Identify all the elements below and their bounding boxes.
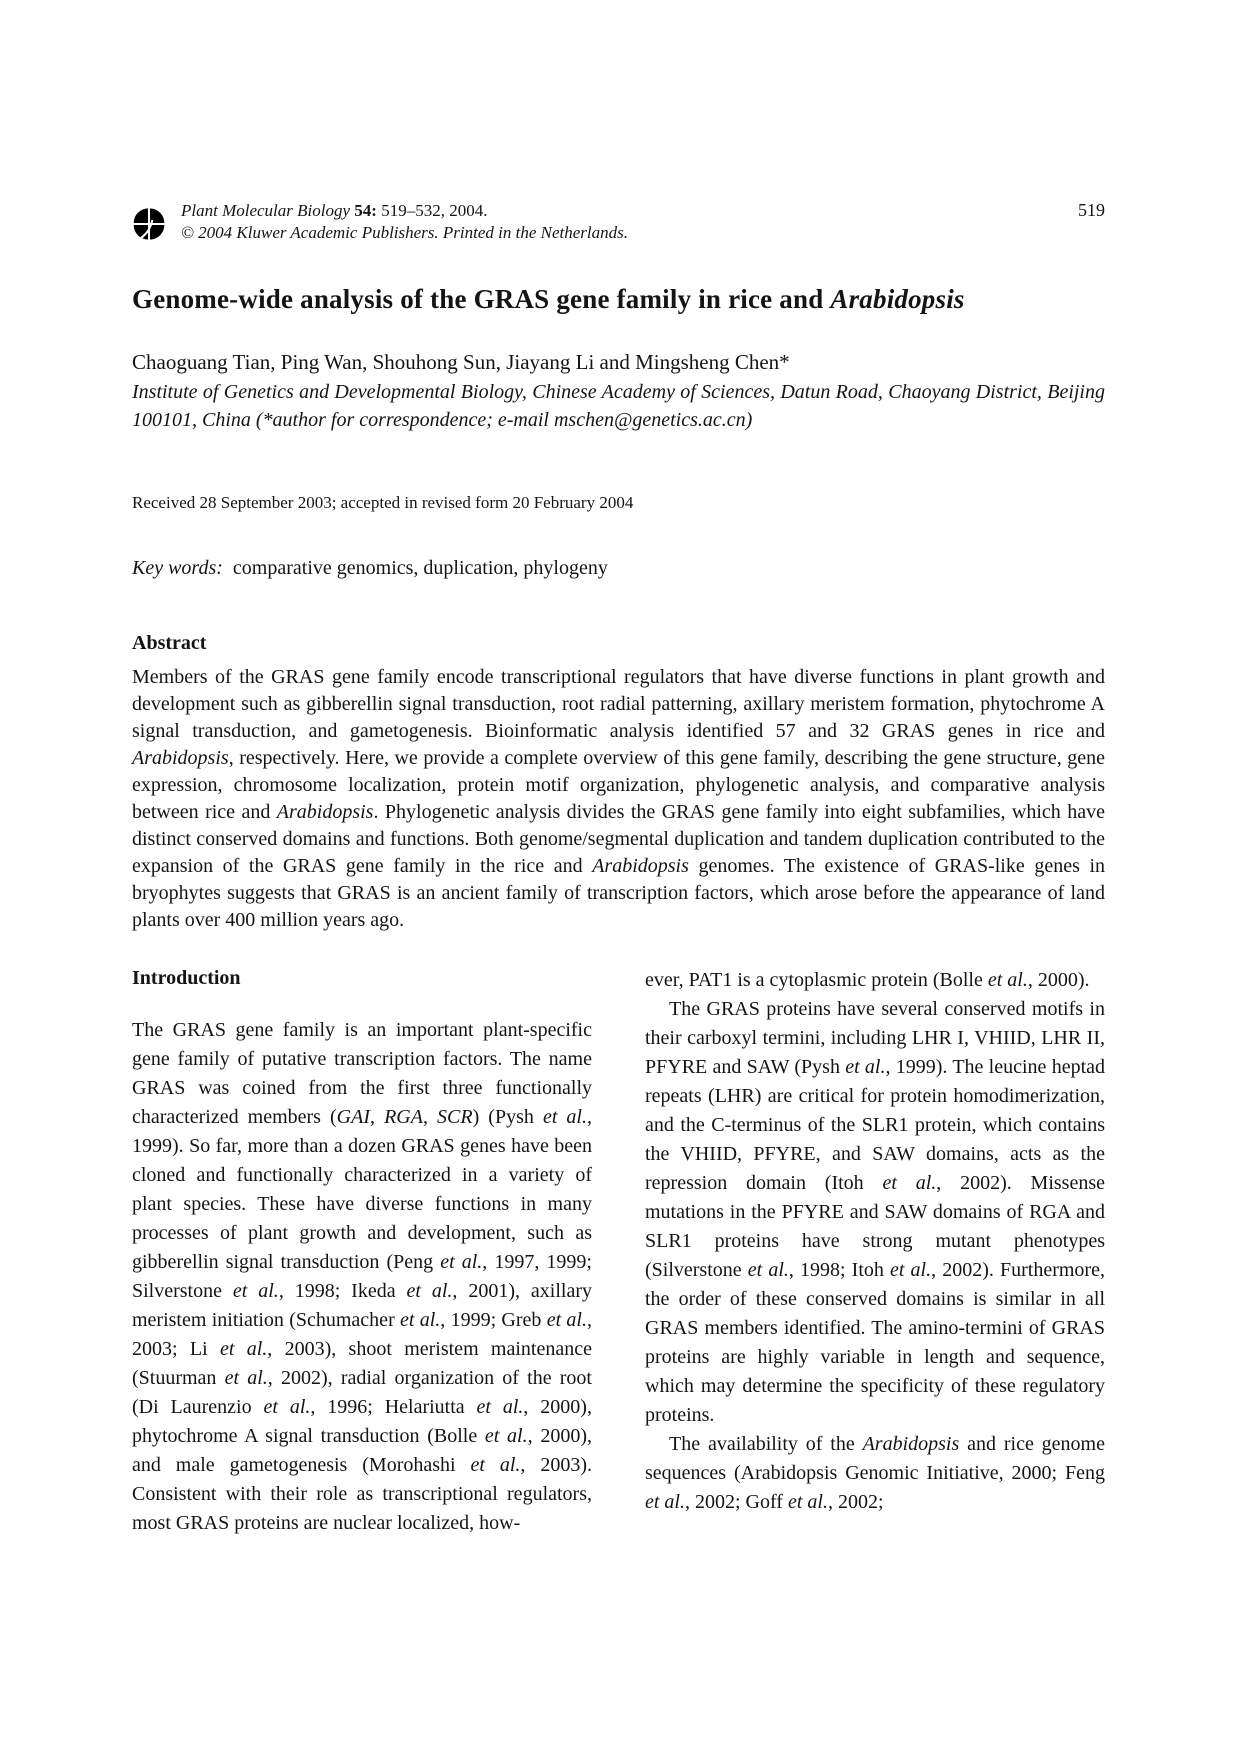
abstract-heading: Abstract <box>132 632 207 654</box>
abstract-body: Members of the GRAS gene family encode transcriptional regulators that have diverse functions in plant growth and development such as gibberellin signal transduction, root radial patterning, axillary meristem formation, phytochrome A signal transduction, and gametogenesis. Bioinformatic analysis identified 57 and 32 GRAS genes in rice and Arabidopsis, respectively. Here, we provide a complete overview of this gene family, describing the gene structure, gene expression, chromosome localization, protein motif organization, phylogenetic analysis, and comparative analysis between rice and Arabidopsis. Phylogenetic analysis divides the GRAS gene family into eight subfamilies, which have distinct conserved domains and functions. Both genome/segmental duplication and tandem duplication contributed to the expansion of the GRAS gene family in the rice and Arabidopsis genomes. The existence of GRAS-like genes in bryophytes suggests that GRAS is an ancient family of transcription factors, which arose before the appearance of land plants over 400 million years ago. <box>132 666 1106 931</box>
publisher-pinwheel-icon <box>132 202 166 246</box>
introduction-paragraph: The GRAS proteins have several conserved motifs in their carboxyl termini, including LHR I, VHIID, LHR II, PFYRE and SAW (Pysh et al., 1999). The leucine heptad repeats (LHR) are critical for protein homodimerization, and the C-terminus of the SLR1 protein, which contains the VHIID, PFYRE, and SAW domains, acts as the repression domain (Itoh et al., 2002). Missense mutations in the PFYRE and SAW domains of RGA and SLR1 proteins have strong mutant phenotypes (Silverstone et al., 1998; Itoh et al., 2002). Furthermore, the order of these conserved domains is similar in all GRAS members identified. The amino-termini of GRAS proteins are highly variable in length and sequence, which may determine the specificity of these regulatory proteins. <box>645 998 1106 1426</box>
introduction-paragraph-continued: ever, PAT1 is a cytoplasmic protein (Bolle et al., 2000). <box>645 969 1090 991</box>
keywords-label: Key words: <box>132 557 223 579</box>
received-line: Received 28 September 2003; accepted in revised form 20 February 2004 <box>132 493 634 512</box>
journal-info <box>181 200 628 244</box>
two-column-body <box>132 966 1105 1538</box>
journal-header <box>132 200 1105 248</box>
keywords-text: comparative genomics, duplication, phylogeny <box>232 557 608 579</box>
affiliation-line: Institute of Genetics and Developmental Biology, Chinese Academy of Sciences, Datun Road, Chaoyang District, Beijing 100101, China (*author for correspondence; e-mail mschen@genetics.ac.cn) <box>132 381 1105 431</box>
introduction-paragraph: The availability of the Arabidopsis and rice genome sequences (Arabidopsis Genomic Initiative, 2000; Feng et al., 2002; Goff et al., 2002; <box>645 1433 1105 1513</box>
right-column <box>645 966 1105 1538</box>
keywords-line <box>132 555 1105 581</box>
journal-citation: Plant Molecular Biology 54: 519–532, 2004. <box>181 201 488 220</box>
article-title: Genome-wide analysis of the GRAS gene family in rice and Arabidopsis <box>132 284 965 314</box>
introduction-heading: Introduction <box>132 967 241 989</box>
left-column <box>132 966 592 1538</box>
page-number: 519 <box>1078 200 1105 220</box>
copyright-line: © 2004 Kluwer Academic Publishers. Printed in the Netherlands. <box>181 223 629 242</box>
introduction-paragraph: The GRAS gene family is an important plant-specific gene family of putative transcription factors. The name GRAS was coined from the first three functionally characterized members (GAI, RGA, SCR) (Pysh et al., 1999). So far, more than a dozen GRAS genes have been cloned and functionally characterized in a variety of plant species. These have diverse functions in many processes of plant growth and development, such as gibberellin signal transduction (Peng et al., 1997, 1999; Silverstone et al., 1998; Ikeda et al., 2001), axillary meristem initiation (Schumacher et al., 1999; Greb et al., 2003; Li et al., 2003), shoot meristem maintenance (Stuurman et al., 2002), radial organization of the root (Di Laurenzio et al., 1996; Helariutta et al., 2000), phytochrome A signal transduction (Bolle et al., 2000), and male gametogenesis (Morohashi et al., 2003). Consistent with their role as transcriptional regulators, most GRAS proteins are nuclear localized, how- <box>132 1019 593 1534</box>
authors-line: Chaoguang Tian, Ping Wan, Shouhong Sun, Jiayang Li and Mingsheng Chen* <box>132 350 790 374</box>
